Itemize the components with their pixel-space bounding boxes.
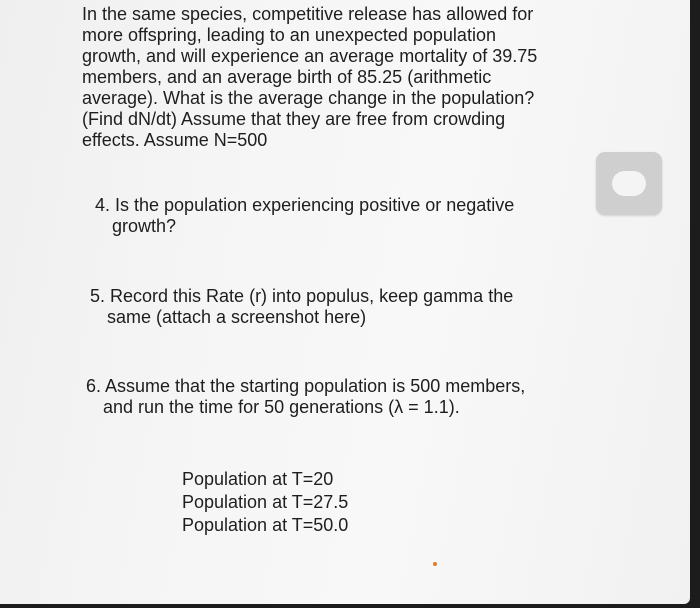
question-6 [86,376,525,418]
question-6-line-1: 6. Assume that the starting population is 500 members, [86,376,526,396]
toggle-knob-icon [612,171,646,196]
intro-paragraph [82,4,537,151]
question-4 [95,195,514,237]
question-5 [90,286,513,328]
question-4-line-1: 4. Is the population experiencing positive or negative [95,195,515,215]
population-list [182,468,348,537]
population-item: Population at T=20 [182,469,334,489]
question-4-line-2: growth? [112,216,177,236]
intro-line: members, and an average birth of 85.25 (arithmetic [82,67,492,87]
population-item: Population at T=50.0 [182,515,349,535]
overlay-toggle-button[interactable] [596,152,662,215]
intro-line: (Find dN/dt) Assume that they are free from crowding [82,109,506,129]
intro-line: growth, and will experience an average mortality of 39.75 [82,46,538,66]
cursor-dot-icon [433,562,437,566]
intro-line: effects. Assume N=500 [82,130,268,150]
population-item: Population at T=27.5 [182,492,349,512]
question-5-line-1: 5. Record this Rate (r) into populus, keep gamma the [90,286,514,306]
question-5-line-2: same (attach a screenshot here) [107,307,367,327]
intro-line: average). What is the average change in the population? [82,88,535,108]
question-6-line-2: and run the time for 50 generations (λ = 1.1). [103,397,460,417]
intro-line: In the same species, competitive release has allowed for [82,4,534,24]
intro-line: more offspring, leading to an unexpected population [82,25,496,45]
